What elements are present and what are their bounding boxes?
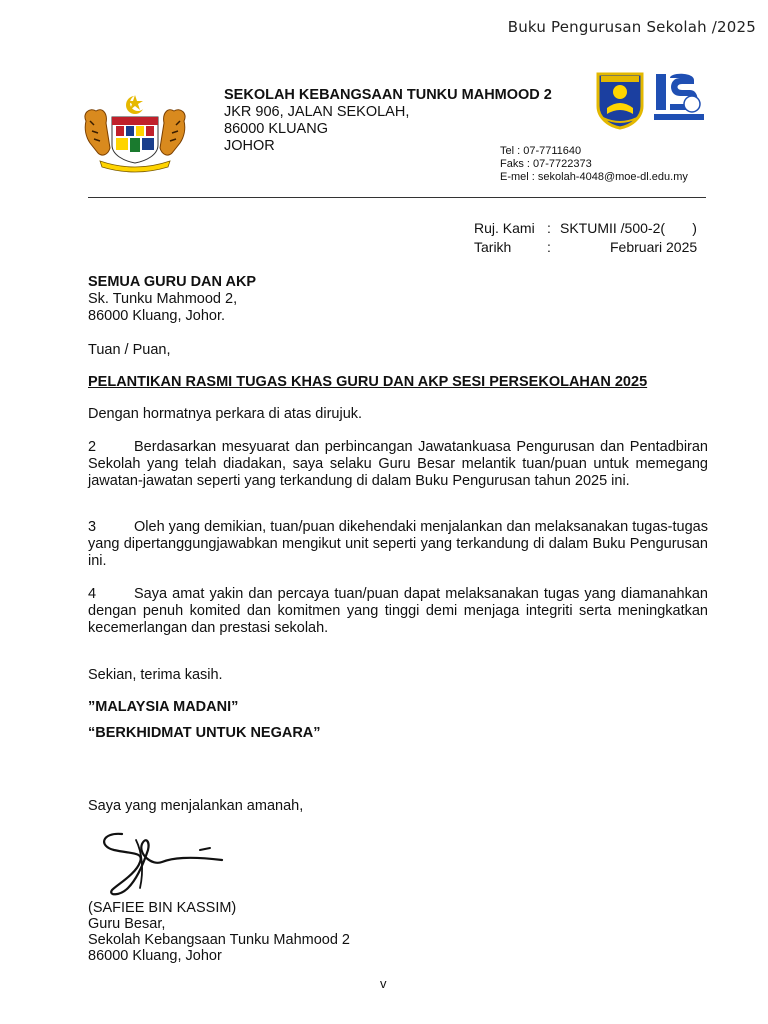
signatory-name: (SAFIEE BIN KASSIM) [88, 900, 237, 916]
address-line-1: JKR 906, JALAN SEKOLAH, [224, 104, 410, 120]
tarikh-label: Tarikh [474, 239, 512, 255]
sign-off: Saya yang menjalankan amanah, [88, 798, 304, 814]
paragraph-4 [88, 586, 708, 637]
recipient-title: SEMUA GURU DAN AKP [88, 274, 257, 290]
subject-line: PELANTIKAN RASMI TUGAS KHAS GURU DAN AKP SESI PERSEKOLAHAN 2025 [88, 374, 648, 390]
address-line-2: 86000 KLUANG [224, 121, 328, 137]
address-line-3: JOHOR [224, 138, 275, 154]
signatory-position: Guru Besar, [88, 916, 166, 932]
ministry-logo-icon [654, 70, 704, 122]
paragraph-text: Saya amat yakin dan percaya tuan/puan dapat melaksanakan tugas yang diamanahkan dengan penuh komited dan komitmen yang tinggi demi menjaga integriti serta meningkatkan kecemerlangan dan prestasi sekolah. [88, 586, 708, 636]
recipient-line-2: 86000 Kluang, Johor. [88, 308, 226, 324]
signature-image [92, 822, 232, 902]
contact-fax: Faks : 07-7722373 [500, 158, 592, 170]
paragraph-3 [88, 519, 708, 570]
slogan-berkhidmat: “BERKHIDMAT UNTUK NEGARA” [88, 725, 321, 741]
slogan-malaysia-madani: ”MALAYSIA MADANI” [88, 699, 239, 715]
ruj-value: SKTUMII /500-2( ) [560, 220, 697, 236]
closing-line: Sekian, terima kasih. [88, 667, 223, 683]
contact-email: E-mel : sekolah-4048@moe-dl.edu.my [500, 171, 688, 183]
paragraph-2 [88, 439, 708, 490]
paragraph-number: 4 [88, 586, 97, 602]
tarikh-value: Februari 2025 [610, 239, 698, 255]
running-header: Buku Pengurusan Sekolah /2025 [507, 18, 756, 36]
malaysia-coat-of-arms-icon [80, 93, 190, 173]
ruj-colon: : [547, 220, 551, 236]
letterhead-divider [88, 197, 706, 198]
ruj-label: Ruj. Kami [474, 220, 535, 236]
opening-line: Dengan hormatnya perkara di atas dirujuk. [88, 406, 363, 422]
recipient-line-1: Sk. Tunku Mahmood 2, [88, 291, 238, 307]
school-name: SEKOLAH KEBANGSAAN TUNKU MAHMOOD 2 [224, 87, 552, 103]
page-number: v [380, 976, 387, 991]
paragraph-text: Berdasarkan mesyuarat dan perbincangan Jawatankuasa Pengurusan dan Pentadbiran Sekolah yang telah diadakan, saya selaku Guru Besar melantik tuan/puan untuk memegang jawatan-jawatan seperti yang terkandung di dalam Buku Pengurusan tahun 2025 ini. [88, 439, 708, 489]
signatory-location: 86000 Kluang, Johor [88, 948, 222, 964]
school-crest-icon [595, 68, 645, 130]
paragraph-number: 3 [88, 519, 97, 535]
contact-tel: Tel : 07-7711640 [500, 145, 582, 157]
paragraph-text: Oleh yang demikian, tuan/puan dikehendaki menjalankan dan melaksanakan tugas-tugas yang dipertanggungjawabkan mengikut unit seperti yang terkandung di dalam Buku Pengurusan ini. [88, 519, 708, 569]
paragraph-number: 2 [88, 439, 97, 455]
salutation: Tuan / Puan, [88, 342, 171, 358]
tarikh-colon: : [547, 239, 551, 255]
signatory-school: Sekolah Kebangsaan Tunku Mahmood 2 [88, 932, 350, 948]
